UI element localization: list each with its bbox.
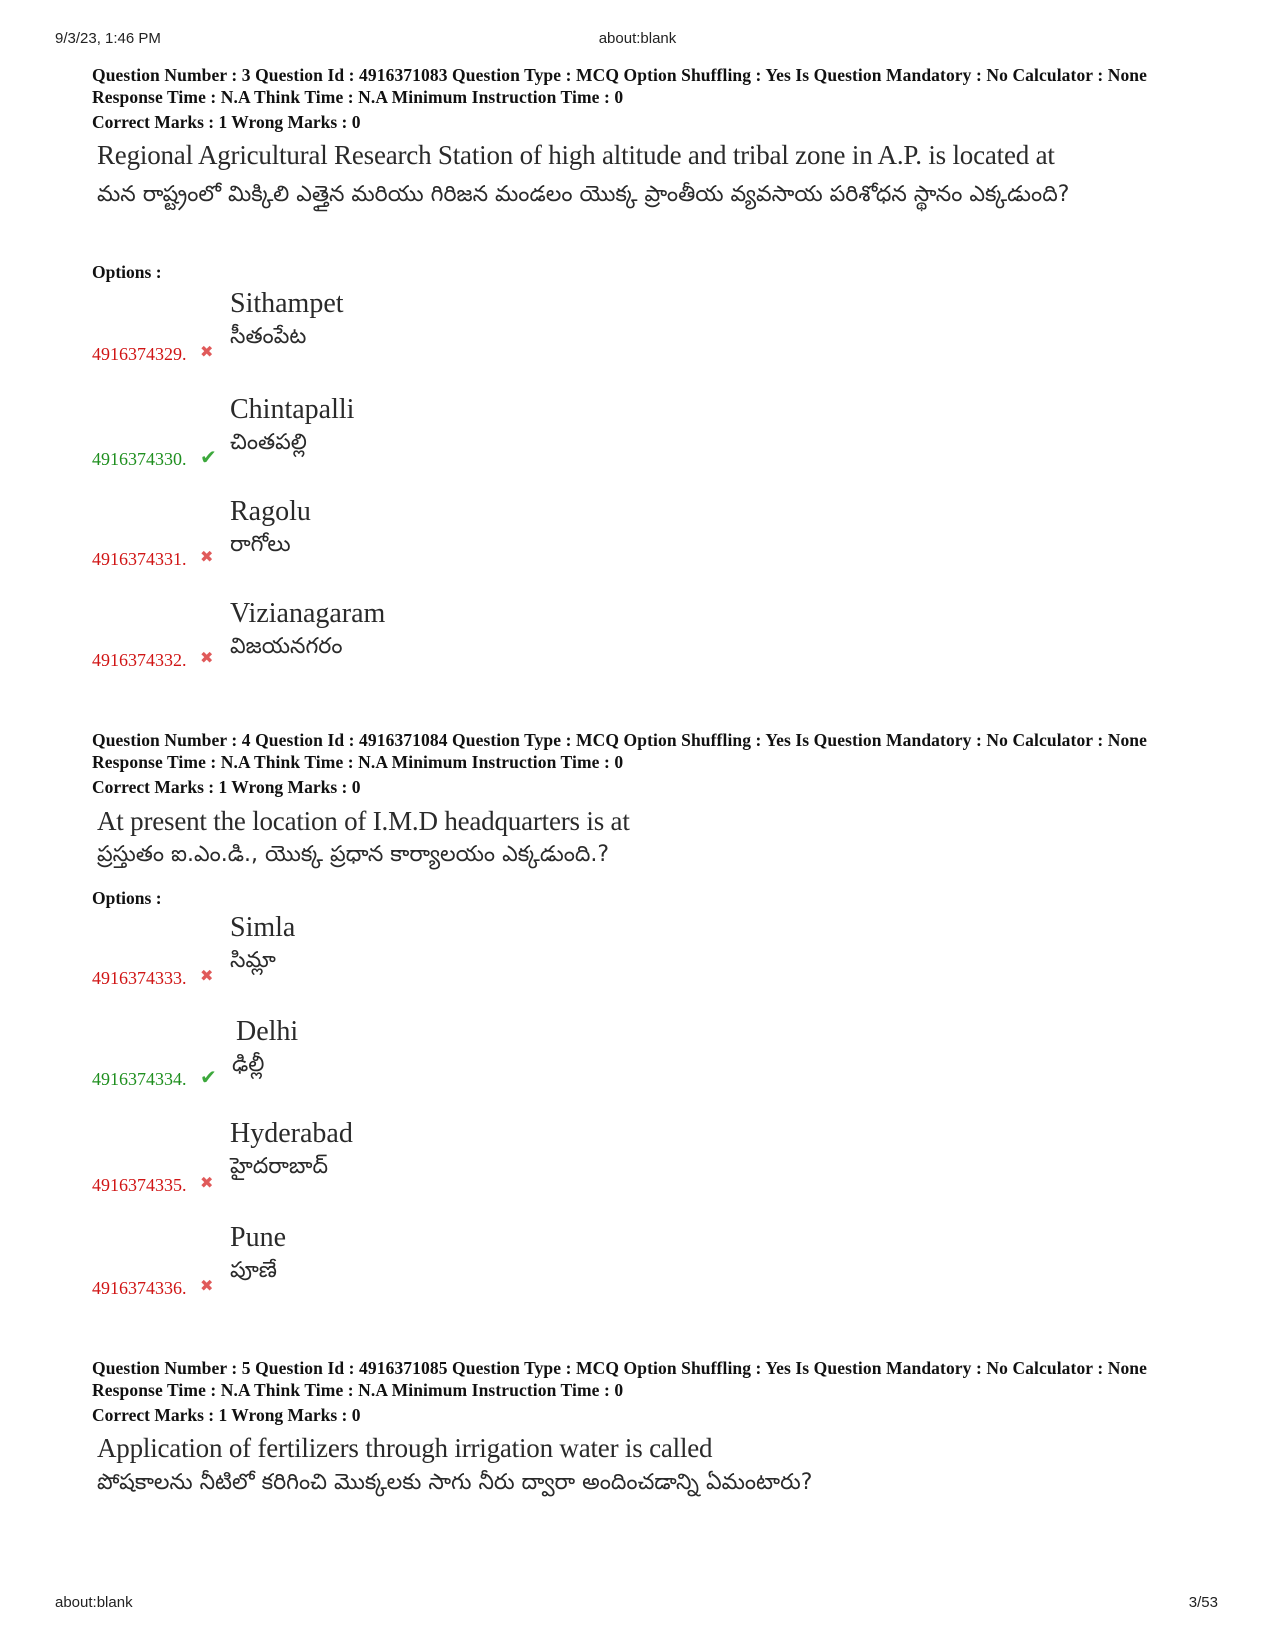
option-text-en: Simla xyxy=(230,912,296,943)
option-id: 4916374336. xyxy=(92,1278,187,1298)
option-text-te: చింతపల్లి xyxy=(230,430,307,455)
option-4916374330 xyxy=(0,394,1275,494)
cross-icon: ✖ xyxy=(200,1276,214,1295)
check-icon: ✔ xyxy=(200,445,217,469)
option-text-te: ఢిల్లీ xyxy=(232,1052,265,1077)
option-id: 4916374334. xyxy=(92,1069,187,1089)
cross-icon: ✖ xyxy=(200,1173,214,1192)
option-id: 4916374333. xyxy=(92,968,187,988)
print-header xyxy=(0,30,1275,60)
page-number: 3/53 xyxy=(1188,1594,1218,1611)
options-label: Options : xyxy=(92,888,162,908)
option-text-en: Hyderabad xyxy=(230,1118,353,1149)
question-marks: Correct Marks : 1 Wrong Marks : 0 xyxy=(92,1405,361,1425)
check-icon: ✔ xyxy=(200,1065,217,1089)
option-text-te: విజయనగరం xyxy=(230,634,343,659)
question-text-en: Regional Agricultural Research Station of high altitude and tribal zone in A.P. is located at xyxy=(97,140,1055,170)
option-id: 4916374331. xyxy=(92,549,187,569)
question-text-en: Application of fertilizers through irrigation water is called xyxy=(97,1433,713,1463)
option-id: 4916374329. xyxy=(92,344,187,364)
cross-icon: ✖ xyxy=(200,966,214,985)
question-meta: Question Number : 5 Question Id : 4916371085 Question Type : MCQ Option Shuffling : Yes Is Question Mandatory : No Calculator : None Response Time : N.A Think Time : N.A Minimum Instruction Time : 0 xyxy=(92,1358,1148,1400)
option-4916374329 xyxy=(0,288,1275,388)
print-footer xyxy=(0,1594,1275,1624)
cross-icon: ✖ xyxy=(200,547,214,566)
question-meta: Question Number : 4 Question Id : 4916371084 Question Type : MCQ Option Shuffling : Yes Is Question Mandatory : No Calculator : None Response Time : N.A Think Time : N.A Minimum Instruction Time : 0 xyxy=(92,730,1148,772)
option-id: 4916374330. xyxy=(92,449,187,469)
question-meta: Question Number : 3 Question Id : 4916371083 Question Type : MCQ Option Shuffling : Yes Is Question Mandatory : No Calculator : None Response Time : N.A Think Time : N.A Minimum Instruction Time : 0 xyxy=(92,65,1148,107)
option-4916374334 xyxy=(0,1016,1275,1116)
cross-icon: ✖ xyxy=(200,648,214,667)
option-text-te: సీతంపేట xyxy=(230,324,307,349)
options-label: Options : xyxy=(92,262,162,282)
option-4916374333 xyxy=(0,912,1275,1012)
option-id: 4916374335. xyxy=(92,1175,187,1195)
question-text-te: ప్రస్తుతం ఐ.ఎం.డి., యొక్క ప్రధాన కార్యాలయం ఎక్కడుంది.? xyxy=(97,842,610,867)
question-text-te: పోషకాలను నీటిలో కరిగించి మొక్కలకు సాగు నీరు ద్వారా అందించడాన్ని ఏమంటారు? xyxy=(97,1470,813,1495)
option-text-te: రాగోలు xyxy=(230,532,291,557)
option-text-te: సిమ్లా xyxy=(230,948,276,973)
option-4916374331 xyxy=(0,496,1275,596)
option-4916374336 xyxy=(0,1222,1275,1322)
option-id: 4916374332. xyxy=(92,650,187,670)
option-text-en: Delhi xyxy=(236,1016,299,1047)
option-text-en: Ragolu xyxy=(230,496,311,527)
question-text-te: మన రాష్ట్రంలో మిక్కిలి ఎత్తైన మరియు గిరిజన మండలం యొక్క ప్రాంతీయ వ్యవసాయ పరిశోధన స్థానం ఎక్కడుంది? xyxy=(97,182,1070,207)
option-text-en: Chintapalli xyxy=(230,394,355,425)
option-text-te: పూణే xyxy=(230,1258,277,1283)
cross-icon: ✖ xyxy=(200,342,214,361)
print-datetime: 9/3/23, 1:46 PM xyxy=(55,30,161,47)
option-text-en: Sithampet xyxy=(230,288,344,319)
print-url: about:blank xyxy=(55,1594,133,1611)
option-text-te: హైదరాబాద్ xyxy=(230,1154,328,1179)
option-text-en: Vizianagaram xyxy=(230,598,386,629)
option-4916374332 xyxy=(0,598,1275,698)
option-text-en: Pune xyxy=(230,1222,286,1253)
question-text-en: At present the location of I.M.D headquarters is at xyxy=(97,806,630,836)
question-marks: Correct Marks : 1 Wrong Marks : 0 xyxy=(92,112,361,132)
print-title: about:blank xyxy=(598,30,677,47)
question-marks: Correct Marks : 1 Wrong Marks : 0 xyxy=(92,777,361,797)
option-4916374335 xyxy=(0,1118,1275,1218)
